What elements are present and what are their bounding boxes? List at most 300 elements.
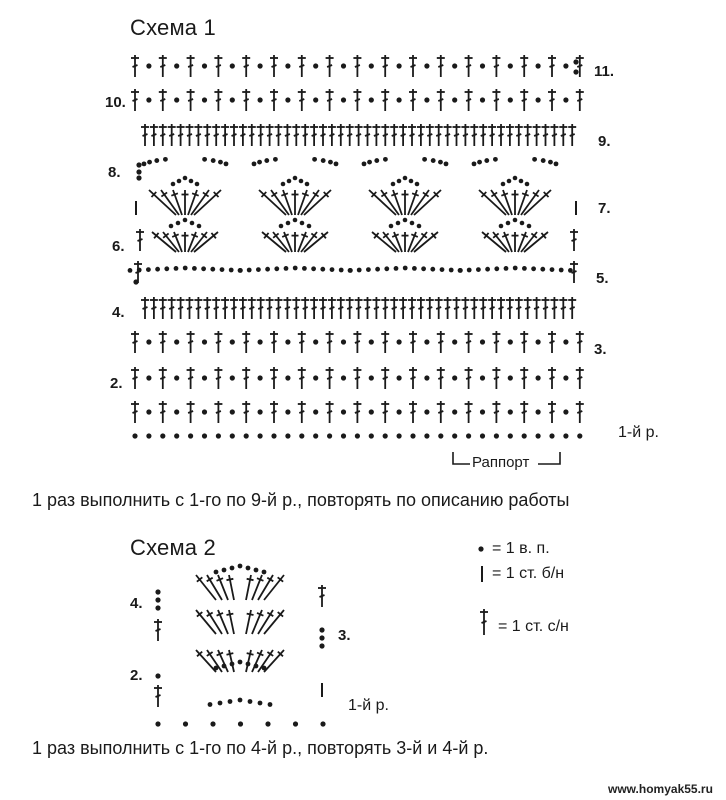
dc-stitch <box>470 297 478 319</box>
chain-stitch <box>258 339 263 344</box>
chain-stitch <box>160 433 165 438</box>
dc-stitch <box>515 297 523 319</box>
dc-stitch <box>141 124 149 146</box>
chain-stitch <box>477 160 482 165</box>
dc-stitch <box>426 297 434 319</box>
chain-stitch <box>230 409 235 414</box>
chain-stitch <box>230 566 235 571</box>
dc-stitch <box>131 89 139 111</box>
dc-stitch <box>542 124 550 146</box>
chain-stitch <box>248 699 253 704</box>
dc-stitch <box>159 89 167 111</box>
scheme2-title: Схема 2 <box>130 535 216 560</box>
dc-stitch <box>390 124 398 146</box>
chain-stitch <box>369 409 374 414</box>
chain-stitch <box>403 176 408 181</box>
chain-stitch <box>369 375 374 380</box>
dc-stitch <box>214 55 222 77</box>
dc-stitch <box>353 331 361 353</box>
dc-stitch <box>353 89 361 111</box>
chain-stitch <box>452 63 457 68</box>
chain-stitch <box>341 409 346 414</box>
dc-stitch <box>492 331 500 353</box>
dc-stitch <box>246 610 254 634</box>
dc-stitch <box>270 55 278 77</box>
dc-stitch <box>217 650 228 672</box>
chain-stitch <box>258 63 263 68</box>
dc-stitch <box>159 124 167 146</box>
chain-stitch <box>362 161 367 166</box>
dc-stitch <box>542 297 550 319</box>
chain-stitch <box>311 266 316 271</box>
dc-stitch <box>437 55 445 77</box>
dc-stitch <box>182 232 189 252</box>
chain-stitch <box>484 158 489 163</box>
chain-stitch <box>155 267 160 272</box>
row-label-4: 4. <box>112 304 125 321</box>
dc-stitch <box>480 609 488 635</box>
chain-stitch <box>210 267 215 272</box>
chain-stitch <box>394 266 399 271</box>
chain-stitch <box>265 721 270 726</box>
chain-stitch <box>228 699 233 704</box>
dc-stitch <box>369 190 396 215</box>
chain-stitch <box>421 266 426 271</box>
dc-stitch <box>497 124 505 146</box>
dc-stitch <box>301 124 309 146</box>
dc-stitch <box>266 124 274 146</box>
dc-stitch <box>318 585 326 607</box>
chain-stitch <box>174 433 179 438</box>
chain-stitch <box>244 433 249 438</box>
dc-stitch <box>337 297 345 319</box>
chain-stitch <box>536 409 541 414</box>
chain-stitch <box>155 673 160 678</box>
dc-stitch <box>257 124 265 146</box>
chain-stitch <box>238 660 243 665</box>
chain-stitch <box>258 409 263 414</box>
chain-stitch <box>424 375 429 380</box>
chain-stitch <box>273 157 278 162</box>
dc-stitch <box>506 124 514 146</box>
chain-stitch <box>146 433 151 438</box>
dc-stitch <box>226 575 234 600</box>
dc-stitch <box>533 297 541 319</box>
dc-stitch <box>326 401 334 423</box>
dc-stitch <box>239 124 247 146</box>
dc-stitch <box>131 55 139 77</box>
dc-stitch <box>550 297 558 319</box>
chain-stitch <box>293 721 298 726</box>
chain-stitch <box>293 176 298 181</box>
chain-stitch <box>424 339 429 344</box>
dc-stitch <box>550 124 558 146</box>
chain-stitch <box>133 279 138 284</box>
dc-stitch <box>409 401 417 423</box>
chain-stitch <box>262 570 267 575</box>
chain-stitch <box>501 182 506 187</box>
dc-stitch <box>520 55 528 77</box>
dc-stitch <box>298 401 306 423</box>
dc-stitch <box>248 297 256 319</box>
chain-stitch <box>396 221 401 226</box>
chain-stitch <box>246 566 251 571</box>
chain-stitch <box>480 409 485 414</box>
chain-stitch <box>384 266 389 271</box>
dc-stitch <box>372 124 380 146</box>
row-label-1: 1-й р. <box>618 424 659 441</box>
chain-stitch <box>146 375 151 380</box>
dc-stitch <box>226 610 234 634</box>
dc-stitch <box>270 331 278 353</box>
dc-stitch <box>159 367 167 389</box>
chain-stitch <box>285 433 290 438</box>
dc-stitch <box>437 331 445 353</box>
chain-stitch <box>424 433 429 438</box>
chain-stitch <box>438 160 443 165</box>
row-label-5: 5. <box>596 270 609 287</box>
dc-stitch <box>453 124 461 146</box>
dc-stitch <box>270 367 278 389</box>
chain-stitch <box>397 375 402 380</box>
chain-stitch <box>285 63 290 68</box>
chain-stitch <box>246 662 251 667</box>
chain-stitch <box>230 63 235 68</box>
chain-stitch <box>467 268 472 273</box>
chain-stitch <box>171 182 176 187</box>
chain-stitch <box>513 266 518 271</box>
dc-stitch <box>488 124 496 146</box>
chain-stitch <box>536 97 541 102</box>
chain-stitch <box>536 433 541 438</box>
dc-stitch <box>520 401 528 423</box>
chain-stitch <box>452 433 457 438</box>
chain-stitch <box>262 666 267 671</box>
chain-stitch <box>174 409 179 414</box>
chain-stitch <box>220 267 225 272</box>
row-label-8: 8. <box>108 164 121 181</box>
dc-stitch <box>381 367 389 389</box>
chain-stitch <box>449 268 454 273</box>
chain-stitch <box>189 179 194 184</box>
dc-stitch <box>239 297 247 319</box>
chain-stitch <box>146 267 151 272</box>
chain-stitch <box>284 266 289 271</box>
dc-stitch <box>399 124 407 146</box>
chain-stitch <box>208 702 213 707</box>
chain-stitch <box>230 433 235 438</box>
chain-stitch <box>169 224 174 229</box>
legend-symbols <box>478 546 488 635</box>
dc-stitch <box>212 297 220 319</box>
dc-stitch <box>182 190 189 215</box>
chain-stitch <box>238 698 243 703</box>
dc-stitch <box>242 401 250 423</box>
chain-stitch <box>258 701 263 706</box>
chain-stitch <box>264 158 269 163</box>
dc-stitch <box>390 297 398 319</box>
chain-stitch <box>163 157 168 162</box>
dc-stitch <box>568 297 576 319</box>
dc-stitch <box>524 124 532 146</box>
dc-stitch <box>465 367 473 389</box>
dc-stitch <box>187 331 195 353</box>
dc-stitch <box>524 297 532 319</box>
chain-stitch <box>252 161 257 166</box>
chain-stitch <box>480 375 485 380</box>
chain-stitch <box>202 433 207 438</box>
chain-stitch <box>506 221 511 226</box>
chain-stitch <box>327 433 332 438</box>
chain-stitch <box>383 433 388 438</box>
dc-stitch <box>492 89 500 111</box>
chain-stitch <box>397 339 402 344</box>
chain-stitch <box>319 635 324 640</box>
chain-stitch <box>412 266 417 271</box>
dc-stitch <box>576 331 584 353</box>
dc-stitch <box>470 124 478 146</box>
dc-stitch <box>437 401 445 423</box>
dc-stitch <box>497 297 505 319</box>
chain-stitch <box>136 162 141 167</box>
chain-stitch <box>320 721 325 726</box>
dc-stitch <box>533 124 541 146</box>
chain-stitch <box>536 339 541 344</box>
dc-stitch <box>262 232 286 252</box>
chain-stitch <box>339 268 344 273</box>
chain-stitch <box>174 375 179 380</box>
chain-stitch <box>188 433 193 438</box>
chain-stitch <box>312 157 317 162</box>
chain-stitch <box>563 375 568 380</box>
dc-stitch <box>492 401 500 423</box>
chain-stitch <box>313 63 318 68</box>
dc-stitch <box>346 124 354 146</box>
dc-stitch <box>402 232 409 252</box>
chain-stitch <box>438 433 443 438</box>
dc-stitch <box>576 401 584 423</box>
chain-stitch <box>341 63 346 68</box>
dc-stitch <box>417 124 425 146</box>
dc-stitch <box>298 331 306 353</box>
dc-stitch <box>576 367 584 389</box>
dc-stitch <box>217 575 228 600</box>
dc-stitch <box>414 232 438 252</box>
dc-stitch <box>214 401 222 423</box>
chain-stitch <box>440 267 445 272</box>
dc-stitch <box>328 297 336 319</box>
watermark: www.homyak55.ru <box>608 782 713 796</box>
dc-stitch <box>252 610 263 634</box>
dc-stitch <box>259 190 286 215</box>
chain-stitch <box>293 266 298 271</box>
chain-stitch <box>397 97 402 102</box>
chain-stitch <box>155 605 160 610</box>
dc-stitch <box>461 297 469 319</box>
chain-stitch <box>485 267 490 272</box>
chain-stitch <box>549 433 554 438</box>
chain-stitch <box>202 63 207 68</box>
legend-dc-text: = 1 ст. с/н <box>498 618 569 635</box>
dc-stitch <box>168 124 176 146</box>
chain-stitch <box>313 97 318 102</box>
chain-stitch <box>410 433 415 438</box>
dc-stitch <box>417 297 425 319</box>
chain-stitch <box>183 218 188 223</box>
dc-stitch <box>203 124 211 146</box>
chain-stitch <box>397 179 402 184</box>
chain-stitch <box>313 409 318 414</box>
chain-stitch <box>415 182 420 187</box>
legend-sc-text: = 1 ст. б/н <box>492 565 565 582</box>
chain-stitch <box>307 224 312 229</box>
chain-stitch <box>271 433 276 438</box>
dc-stitch <box>524 232 548 252</box>
chain-stitch <box>563 97 568 102</box>
dc-stitch <box>465 55 473 77</box>
chain-stitch <box>563 63 568 68</box>
dc-stitch <box>408 124 416 146</box>
chain-stitch <box>480 97 485 102</box>
chain-stitch <box>508 97 513 102</box>
chain-stitch <box>293 218 298 223</box>
chain-stitch <box>369 63 374 68</box>
dc-stitch <box>409 367 417 389</box>
dc-stitch <box>559 124 567 146</box>
chain-stitch <box>313 433 318 438</box>
chain-stitch <box>218 160 223 165</box>
dc-stitch <box>136 229 144 251</box>
row-label-10: 10. <box>105 94 126 111</box>
chain-stitch <box>154 158 159 163</box>
chain-stitch <box>202 157 207 162</box>
chain-stitch <box>330 267 335 272</box>
dc-stitch <box>196 610 216 634</box>
s2-row-label-3: 3. <box>338 627 351 644</box>
chain-stitch <box>224 161 229 166</box>
dc-stitch <box>131 401 139 423</box>
dc-stitch <box>310 124 318 146</box>
dc-stitch <box>310 297 318 319</box>
s2-row-label-1: 1-й р. <box>348 697 389 714</box>
chain-stitch <box>190 221 195 226</box>
chain-stitch <box>348 268 353 273</box>
chain-stitch <box>183 176 188 181</box>
dc-stitch <box>326 89 334 111</box>
chain-stitch <box>424 409 429 414</box>
dc-stitch <box>187 89 195 111</box>
chain-stitch <box>476 267 481 272</box>
chain-stitch <box>409 179 414 184</box>
chain-stitch <box>230 375 235 380</box>
chain-stitch <box>155 721 160 726</box>
chain-stitch <box>222 568 227 573</box>
dc-stitch <box>242 55 250 77</box>
chain-stitch <box>258 97 263 102</box>
dc-stitch <box>217 610 228 634</box>
s2-row-label-2: 2. <box>130 667 143 684</box>
chain-stitch <box>287 179 292 184</box>
chain-stitch <box>430 267 435 272</box>
dc-stitch <box>270 401 278 423</box>
dc-stitch <box>292 190 299 215</box>
chain-stitch <box>573 69 578 74</box>
dc-stitch <box>246 575 254 600</box>
dc-stitch <box>283 297 291 319</box>
dc-stitch <box>292 297 300 319</box>
dc-stitch <box>194 297 202 319</box>
chain-stitch <box>214 570 219 575</box>
chain-stitch <box>210 721 215 726</box>
chain-stitch <box>174 266 179 271</box>
dc-stitch <box>221 124 229 146</box>
chain-stitch <box>328 160 333 165</box>
dc-stitch <box>488 297 496 319</box>
chain-stitch <box>355 433 360 438</box>
dc-stitch <box>283 124 291 146</box>
chain-stitch <box>494 266 499 271</box>
dc-stitch <box>479 297 487 319</box>
chain-stitch <box>504 266 509 271</box>
dc-stitch <box>512 232 519 252</box>
chain-stitch <box>397 63 402 68</box>
chain-stitch <box>265 267 270 272</box>
dc-stitch <box>187 401 195 423</box>
dc-stitch <box>298 89 306 111</box>
chain-stitch <box>230 339 235 344</box>
dc-stitch <box>381 297 389 319</box>
chain-stitch <box>285 339 290 344</box>
chain-stitch <box>302 266 307 271</box>
dc-stitch <box>364 297 372 319</box>
dc-stitch <box>226 650 234 672</box>
dc-stitch <box>515 124 523 146</box>
dc-stitch <box>187 367 195 389</box>
chain-stitch <box>222 664 227 669</box>
chain-stitch <box>466 433 471 438</box>
chain-stitch <box>536 63 541 68</box>
chain-stitch <box>536 375 541 380</box>
dc-stitch <box>372 232 396 252</box>
dc-stitch <box>353 401 361 423</box>
dc-stitch <box>264 650 284 672</box>
chain-stitch <box>522 433 527 438</box>
chain-stitch <box>214 666 219 671</box>
chain-stitch <box>195 182 200 187</box>
row-label-9: 9. <box>598 133 611 150</box>
chain-stitch <box>313 375 318 380</box>
chain-stitch <box>319 627 324 632</box>
scheme2-chart <box>154 564 326 727</box>
chain-stitch <box>507 179 512 184</box>
dc-stitch <box>154 685 162 707</box>
dc-stitch <box>399 297 407 319</box>
chain-stitch <box>202 409 207 414</box>
chain-stitch <box>238 721 243 726</box>
row-label-3: 3. <box>594 341 607 358</box>
dc-stitch <box>150 297 158 319</box>
dc-stitch <box>252 650 263 672</box>
dc-stitch <box>381 401 389 423</box>
dc-stitch <box>520 89 528 111</box>
chain-stitch <box>334 161 339 166</box>
chain-stitch <box>202 97 207 102</box>
chain-stitch <box>285 375 290 380</box>
dc-stitch <box>437 367 445 389</box>
dc-stitch <box>559 297 567 319</box>
dc-stitch <box>353 55 361 77</box>
dc-stitch <box>264 610 284 634</box>
